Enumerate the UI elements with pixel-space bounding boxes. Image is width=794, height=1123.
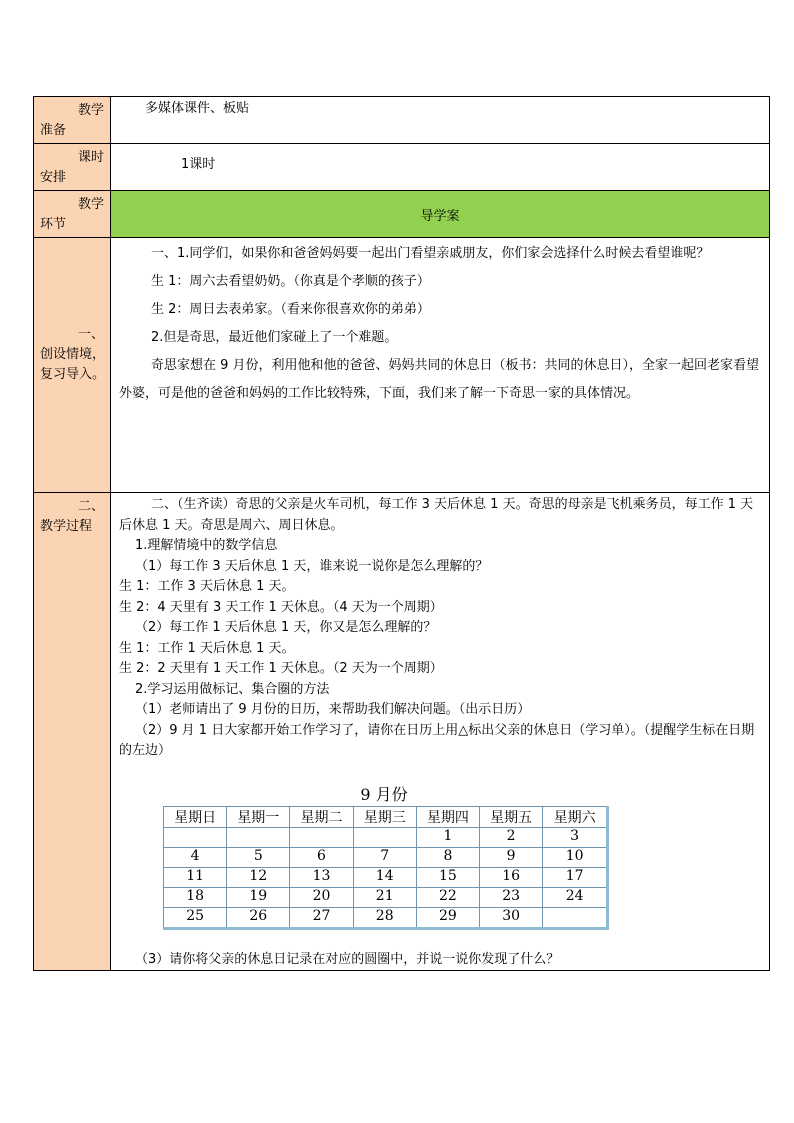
label-section2-line2: 教学过程 (40, 519, 93, 534)
label-stage (34, 191, 111, 238)
calendar-day: 25 (164, 907, 227, 928)
calendar-day (164, 827, 227, 847)
calendar-day: 22 (416, 887, 479, 907)
section1-paragraph: 2.但是奇思，最近他们家碰上了一个难题。 (151, 330, 398, 345)
calendar-day: 28 (353, 907, 416, 928)
section2-paragraph: （1）每工作 3 天后休息 1 天，谁来说一说你是怎么理解的？ (135, 558, 489, 574)
label-section2 (34, 493, 111, 971)
calendar-day: 13 (290, 867, 353, 887)
row-stage (34, 191, 770, 238)
lesson-plan (33, 96, 769, 971)
label-stage-line2: 环节 (40, 217, 67, 232)
label-section1-line2: 创设情境，复习导入。 (40, 347, 106, 382)
calendar-day: 17 (543, 867, 608, 887)
section1-content (111, 238, 770, 493)
calendar-header: 星期日 (164, 806, 227, 827)
section2-paragraph: 生 2：4 天里有 3 天工作 1 天休息。（4 天为一个周期） (119, 599, 443, 615)
calendar-day: 6 (290, 847, 353, 867)
row-section2 (34, 493, 770, 971)
section2-paragraph: 生 1：工作 3 天后休息 1 天。 (119, 579, 295, 594)
section2-paragraph: 1.理解情境中的数学信息 (135, 538, 278, 553)
section2-paragraph: 二、（生齐读）奇思的父亲是火车司机，每工作 3 天后休息 1 天。奇思的母亲是飞机乘务员，每工作 1 天后休息 1 天。奇思是周六、周日休息。 (119, 497, 754, 533)
calendar (159, 784, 609, 930)
section2-paragraph: 生 2：2 天里有 1 天工作 1 天休息。（2 天为一个周期） (119, 661, 443, 676)
calendar-week (164, 827, 608, 847)
calendar-day: 24 (543, 887, 608, 907)
label-prep-line1: 教学 (77, 103, 104, 118)
calendar-week (164, 907, 608, 928)
calendar-day: 7 (353, 847, 416, 867)
calendar-title: 9 月份 (360, 784, 408, 804)
section2-paragraph: 2.学习运用做标记、集合圈的方法 (135, 681, 330, 697)
calendar-day (227, 827, 290, 847)
label-schedule (34, 144, 111, 191)
section2-paragraph: 生 1：工作 1 天后休息 1 天。 (119, 640, 295, 656)
calendar-day: 18 (164, 887, 227, 907)
section2-last-paragraph: （3）请你将父亲的休息日记录在对应的圆圈中，并说一说你发现了什么？ (135, 951, 560, 967)
calendar-header: 星期四 (416, 806, 479, 827)
calendar-day: 10 (543, 847, 608, 867)
section1-paragraph: 奇思家想在 9 月份，利用他和他的爸爸、妈妈共同的休息日（板书：共同的休息日），全家一起回老家看望外婆，可是他的爸爸和妈妈的工作比较特殊，下面，我们来了解一下奇思一家的具体情况。 (119, 358, 760, 401)
calendar-day: 3 (543, 827, 608, 847)
calendar-header: 星期三 (353, 806, 416, 827)
calendar-day (543, 907, 608, 928)
row-section1 (34, 238, 770, 493)
prep-content: 多媒体课件、板贴 (111, 97, 770, 144)
calendar-day: 14 (353, 867, 416, 887)
calendar-day: 19 (227, 887, 290, 907)
calendar-day: 5 (227, 847, 290, 867)
section1-paragraph: 生 2：周日去表弟家。（看来你很喜欢你的弟弟） (151, 302, 430, 317)
label-schedule-line1: 课时 (77, 150, 104, 165)
label-section2-line1: 二、 (77, 499, 104, 514)
section2-paragraph: （1）老师请出了 9 月份的日历，来帮助我们解决问题。（出示日历） (135, 702, 531, 717)
calendar-day: 8 (416, 847, 479, 867)
label-prep (34, 97, 111, 144)
calendar-day: 27 (290, 907, 353, 928)
calendar-day: 9 (480, 847, 543, 867)
calendar-day: 1 (416, 827, 479, 847)
label-schedule-line2: 安排 (40, 170, 67, 185)
schedule-content: 1课时 (111, 144, 770, 191)
stage-title: 导学案 (111, 191, 770, 238)
calendar-day: 15 (416, 867, 479, 887)
calendar-header-row (164, 806, 608, 827)
calendar-day: 23 (480, 887, 543, 907)
calendar-week (164, 847, 608, 867)
section1-paragraph: 一、1.同学们，如果你和爸爸妈妈要一起出门看望亲戚朋友，你们家会选择什么时候去看望谁呢？ (151, 246, 710, 261)
section1-paragraph: 生 1：周六去看望奶奶。（你真是个孝顺的孩子） (151, 274, 430, 289)
calendar-day: 29 (416, 907, 479, 928)
calendar-day (290, 827, 353, 847)
calendar-day: 26 (227, 907, 290, 928)
label-stage-line1: 教学 (77, 197, 104, 212)
label-prep-line2: 准备 (40, 123, 67, 138)
calendar-day: 21 (353, 887, 416, 907)
row-schedule (34, 144, 770, 191)
calendar-day: 20 (290, 887, 353, 907)
calendar-header: 星期五 (480, 806, 543, 827)
section2-paragraph: （2）9 月 1 日大家都开始工作学习了，请你在日历上用△标出父亲的休息日（学习单）。（提醒学生标在日期的左边） (119, 722, 755, 758)
label-section1-line1: 一、 (77, 327, 104, 342)
section2-content (111, 493, 770, 971)
calendar-week (164, 867, 608, 887)
calendar-header: 星期六 (543, 806, 608, 827)
calendar-day: 30 (480, 907, 543, 928)
calendar-header: 星期二 (290, 806, 353, 827)
calendar-grid (163, 806, 609, 930)
calendar-day: 16 (480, 867, 543, 887)
calendar-day: 2 (480, 827, 543, 847)
section2-paragraph: （2）每工作 1 天后休息 1 天，你又是怎么理解的？ (135, 620, 437, 635)
calendar-day: 4 (164, 847, 227, 867)
label-section1 (34, 238, 111, 493)
calendar-day (353, 827, 416, 847)
calendar-week (164, 887, 608, 907)
lesson-table (33, 96, 770, 971)
calendar-header: 星期一 (227, 806, 290, 827)
calendar-day: 12 (227, 867, 290, 887)
calendar-day: 11 (164, 867, 227, 887)
row-prep (34, 97, 770, 144)
